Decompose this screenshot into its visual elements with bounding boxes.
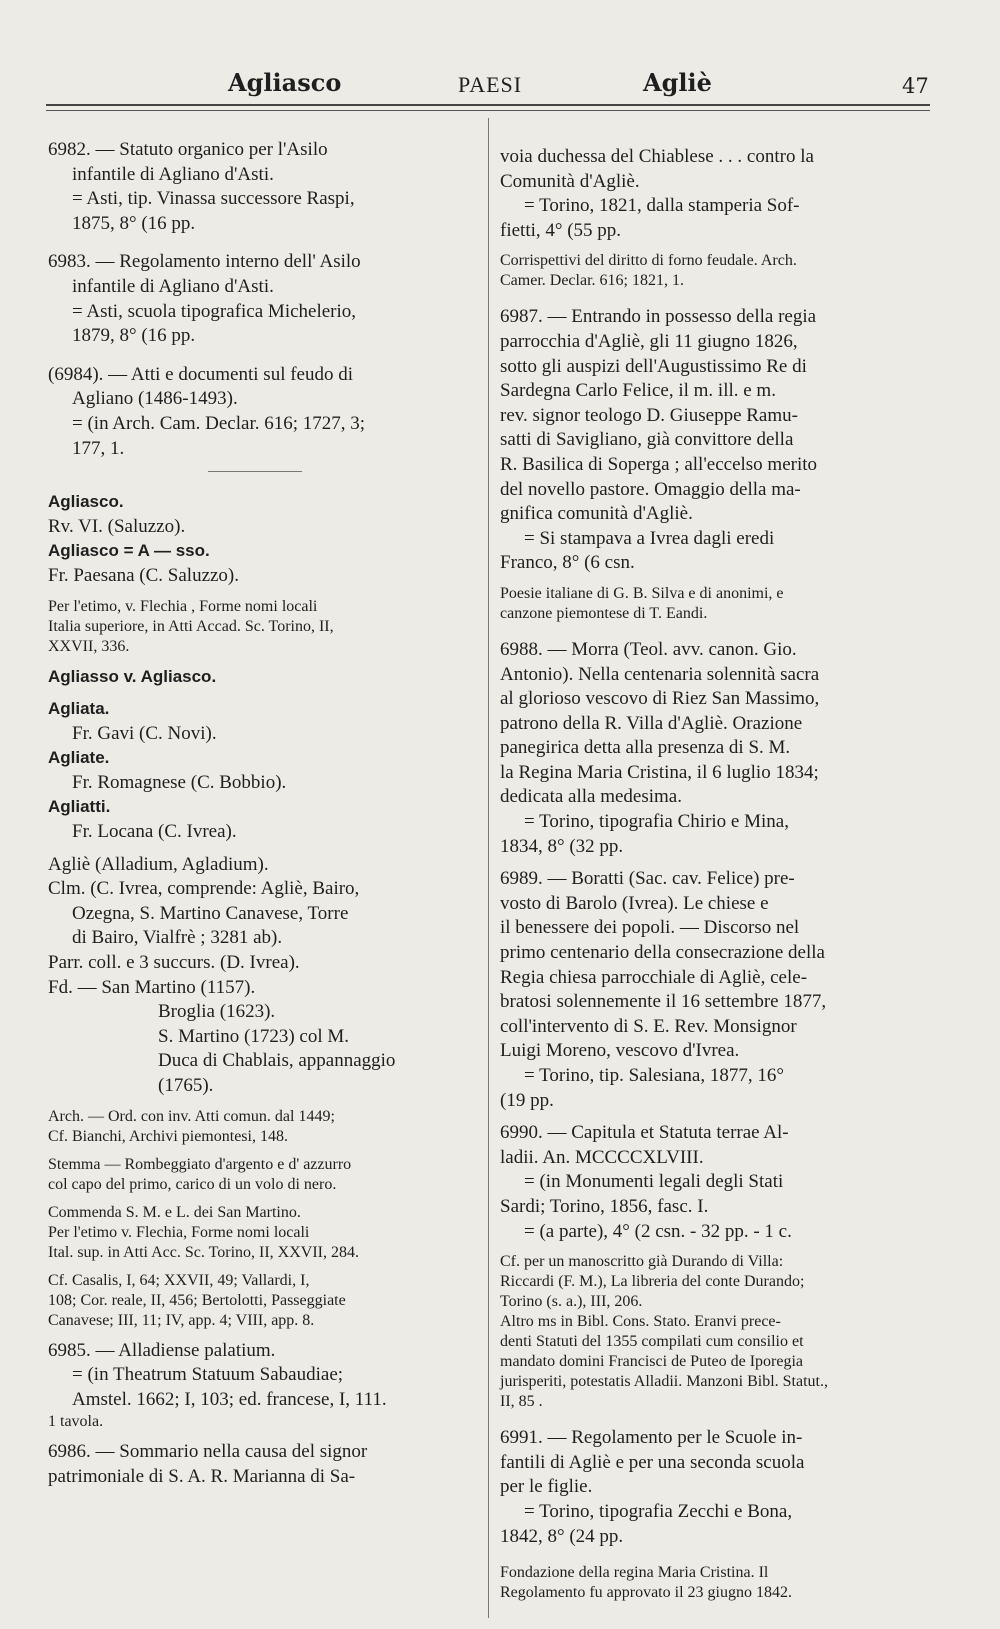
text-line: primo centenario della consecrazione della [500, 942, 825, 964]
text-line: dedicata alla medesima. [500, 786, 682, 808]
text-line: satti di Savigliano, già convittore della [500, 429, 794, 451]
text-line: gnifica comunità d'Agliè. [500, 503, 693, 525]
text-line: Luigi Moreno, vescovo d'Ivrea. [500, 1040, 740, 1062]
note-line: Commenda S. M. e L. dei San Martino. [48, 1203, 301, 1221]
place-heading: Agliasco = A — sso. [48, 541, 210, 561]
text-line: parrocchia d'Agliè, gli 11 giugno 1826, [500, 330, 798, 352]
place-heading: Agliasco. [48, 492, 124, 512]
text-line: Fr. Paesana (C. Saluzzo). [48, 564, 240, 586]
text-line: R. Basilica di Soperga ; all'eccelso merito [500, 453, 818, 475]
place-heading: Agliatti. [48, 797, 111, 817]
right-column [500, 145, 932, 1603]
text-line: 6982. — Statuto organico per l'Asilo [48, 139, 328, 160]
note-line: Fondazione della regina Maria Cristina. Il [500, 1564, 769, 1582]
text-line: (6984). — Atti e documenti sul feudo di [48, 363, 354, 385]
text-line: la Regina Maria Cristina, il 6 luglio 1834; [500, 761, 819, 783]
note-line: canzone piemontese di T. Eandi. [500, 604, 708, 622]
note-line: II, 85 . [500, 1393, 543, 1411]
text-line: = (in Theatrum Statuum Sabaudiae; [72, 1364, 344, 1386]
text-line: di Bairo, Vialfrè ; 3281 ab). [72, 927, 283, 949]
text-line: = Si stampava a Ivrea dagli eredi [524, 527, 775, 549]
text-line: 1879, 8° (16 pp. [72, 325, 196, 347]
note-line: 1 tavola. [48, 1413, 104, 1431]
text-line: Clm. (C. Ivrea, comprende: Agliè, Bairo, [48, 878, 360, 900]
text-line: Fd. — San Martino (1157). [48, 976, 256, 998]
left-column [48, 138, 478, 1490]
text-line: (1765). [158, 1075, 214, 1096]
text-line: = Asti, tip. Vinassa successore Raspi, [72, 188, 355, 210]
text-line: = Torino, tipografia Chirio e Mina, [524, 811, 789, 833]
note-line: Cf. Casalis, I, 64; XXVII, 49; Vallardi, I, [48, 1271, 310, 1289]
page-number: 47 [902, 74, 929, 98]
text-line: coll'intervento di S. E. Rev. Monsignor [500, 1015, 797, 1037]
text-line: Regia chiesa parrocchiale di Agliè, cele- [500, 966, 808, 988]
note-line: mandato domini Francisci de Puteo de Iporegia [500, 1353, 804, 1371]
header-right-entry: Agliè [643, 68, 712, 97]
text-line: = Torino, tipografia Zecchi e Bona, [524, 1500, 793, 1522]
text-line: Franco, 8° (6 csn. [500, 552, 635, 574]
text-line: patrimoniale di S. A. R. Marianna di Sa- [48, 1465, 356, 1487]
text-line: fietti, 4° (55 pp. [500, 219, 622, 241]
text-line: Broglia (1623). [158, 1001, 276, 1023]
note-line: col capo del primo, carico di un volo di nero. [48, 1175, 337, 1193]
text-line: Fr. Romagnese (C. Bobbio). [72, 771, 287, 793]
note-line: Poesie italiane di G. B. Silva e di anonimi, e [500, 584, 784, 602]
text-line: 6986. — Sommario nella causa del signor [48, 1441, 368, 1463]
note-line: Corrispettivi del diritto di forno feudale. Arch. [500, 252, 797, 270]
text-line: 6989. — Boratti (Sac. cav. Felice) pre- [500, 868, 795, 890]
text-line: il benessere dei popoli. — Discorso nel [500, 917, 800, 939]
text-line: 6988. — Morra (Teol. avv. canon. Gio. [500, 638, 797, 660]
text-line: Parr. coll. e 3 succurs. (D. Ivrea). [48, 952, 300, 974]
note-line: Arch. — Ord. con inv. Atti comun. dal 1449; [48, 1107, 335, 1125]
note-line: Italia superiore, in Atti Accad. Sc. Torino, II, [48, 617, 334, 635]
note-line: Riccardi (F. M.), La libreria del conte Durando; [500, 1273, 805, 1291]
text-line: 177, 1. [72, 437, 125, 459]
text-line: S. Martino (1723) col M. [158, 1025, 350, 1047]
place-heading: Agliate. [48, 748, 110, 768]
note-line: denti Statuti del 1355 compilati cum consilio et [500, 1333, 804, 1351]
note-line: Camer. Declar. 616; 1821, 1. [500, 272, 684, 290]
place-heading: Agliata. [48, 699, 110, 719]
note-line: Per l'etimo, v. Flechia , Forme nomi locali [48, 597, 318, 615]
text-line: per le figlie. [500, 1476, 593, 1498]
text-line: = (in Arch. Cam. Declar. 616; 1727, 3; [72, 412, 366, 434]
text-line: Comunità d'Agliè. [500, 170, 640, 192]
text-line: Agliano (1486-1493). [72, 388, 238, 410]
text-line: 6990. — Capitula et Statuta terrae Al- [500, 1122, 789, 1144]
note-line: jurisperiti, potestatis Alladii. Manzoni Bibl. Statut., [500, 1373, 828, 1391]
text-line: = (in Monumenti legali degli Stati [524, 1171, 784, 1193]
text-line: Antonio). Nella centenaria solennità sacra [500, 663, 820, 685]
text-line: infantile di Agliano d'Asti. [72, 275, 274, 297]
section-separator [208, 471, 302, 472]
text-line: Sardegna Carlo Felice, il m. ill. e m. [500, 380, 776, 402]
note-line: Stemma — Rombeggiato d'argento e d' azzurro [48, 1155, 352, 1173]
text-line: Fr. Locana (C. Ivrea). [72, 821, 237, 843]
text-line: voia duchessa del Chiablese . . . contro la [500, 146, 814, 167]
text-line: = Asti, scuola tipografica Michelerio, [72, 300, 357, 322]
note-line: XXVII, 336. [48, 637, 130, 655]
text-line: Fr. Gavi (C. Novi). [72, 722, 217, 744]
text-line: bratosi solennemente il 16 settembre 1877, [500, 991, 827, 1013]
text-line: Rv. VI. (Saluzzo). [48, 515, 186, 537]
note-line: Cf. Bianchi, Archivi piemontesi, 148. [48, 1127, 288, 1145]
header-section-title: PAESI [458, 72, 523, 97]
text-line: panegirica detta alla presenza di S. M. [500, 737, 791, 759]
text-line: Sardi; Torino, 1856, fasc. I. [500, 1195, 709, 1217]
text-line: ladii. An. MCCCCXLVIII. [500, 1146, 704, 1168]
text-line: infantile di Agliano d'Asti. [72, 163, 274, 185]
header-left-entry: Agliasco [228, 68, 342, 97]
note-line: Cf. per un manoscritto già Durando di Villa: [500, 1253, 784, 1271]
header-rule-thin [46, 110, 930, 111]
entry-6983 [48, 250, 478, 348]
note-line: Ital. sup. in Atti Acc. Sc. Torino, II, XXVII, 284. [48, 1243, 359, 1261]
text-line: patrono della R. Villa d'Agliè. Orazione [500, 712, 803, 734]
text-line: Ozegna, S. Martino Canavese, Torre [72, 902, 349, 924]
text-line: 6985. — Alladiense palatium. [48, 1339, 276, 1361]
text-line: fantili di Agliè e per una seconda scuola [500, 1451, 805, 1473]
text-line: (19 pp. [500, 1089, 554, 1111]
entry-6982 [48, 138, 478, 236]
text-line: vosto di Barolo (Ivrea). Le chiese e [500, 892, 769, 914]
text-line: rev. signor teologo D. Giuseppe Ramu- [500, 404, 798, 426]
text-line: del novello pastore. Omaggio della ma- [500, 478, 801, 500]
place-heading: Agliè (Alladium, Agladium). [48, 853, 269, 875]
note-line: Torino (s. a.), III, 206. [500, 1293, 643, 1311]
note-line: 108; Cor. reale, II, 456; Bertolotti, Passeggiate [48, 1291, 346, 1309]
text-line: Amstel. 1662; I, 103; ed. francese, I, 111. [72, 1388, 387, 1410]
text-line: = Torino, tip. Salesiana, 1877, 16° [524, 1065, 784, 1086]
entry-6984 [48, 363, 478, 461]
text-line: 1842, 8° (24 pp. [500, 1525, 624, 1547]
place-heading: Agliasso v. Agliasco. [48, 666, 217, 686]
text-line: 6991. — Regolamento per le Scuole in- [500, 1427, 803, 1449]
note-line: Regolamento fu approvato il 23 giugno 1842. [500, 1584, 792, 1602]
text-line: sotto gli auspizi dell'Augustissimo Re di [500, 355, 807, 377]
text-line: = Torino, 1821, dalla stamperia Sof- [524, 195, 800, 217]
text-line: 1875, 8° (16 pp. [72, 212, 196, 234]
column-divider [488, 118, 489, 1618]
note-line: Per l'etimo v. Flechia, Forme nomi locali [48, 1223, 310, 1241]
note-line: Altro ms in Bibl. Cons. Stato. Eranvi prece- [500, 1313, 781, 1331]
text-line: al glorioso vescovo di Riez San Massimo, [500, 688, 820, 710]
text-line: 1834, 8° (32 pp. [500, 835, 624, 857]
header-rule-thick [46, 104, 930, 106]
text-line: = (a parte), 4° (2 csn. - 32 pp. - 1 c. [524, 1220, 792, 1242]
text-line: Duca di Chablais, appannaggio [158, 1050, 396, 1072]
text-line: 6983. — Regolamento interno dell' Asilo [48, 251, 361, 273]
text-line: 6987. — Entrando in possesso della regia [500, 306, 817, 328]
note-line: Canavese; III, 11; IV, app. 4; VIII, app. 8. [48, 1311, 315, 1329]
page-header [0, 66, 1000, 106]
